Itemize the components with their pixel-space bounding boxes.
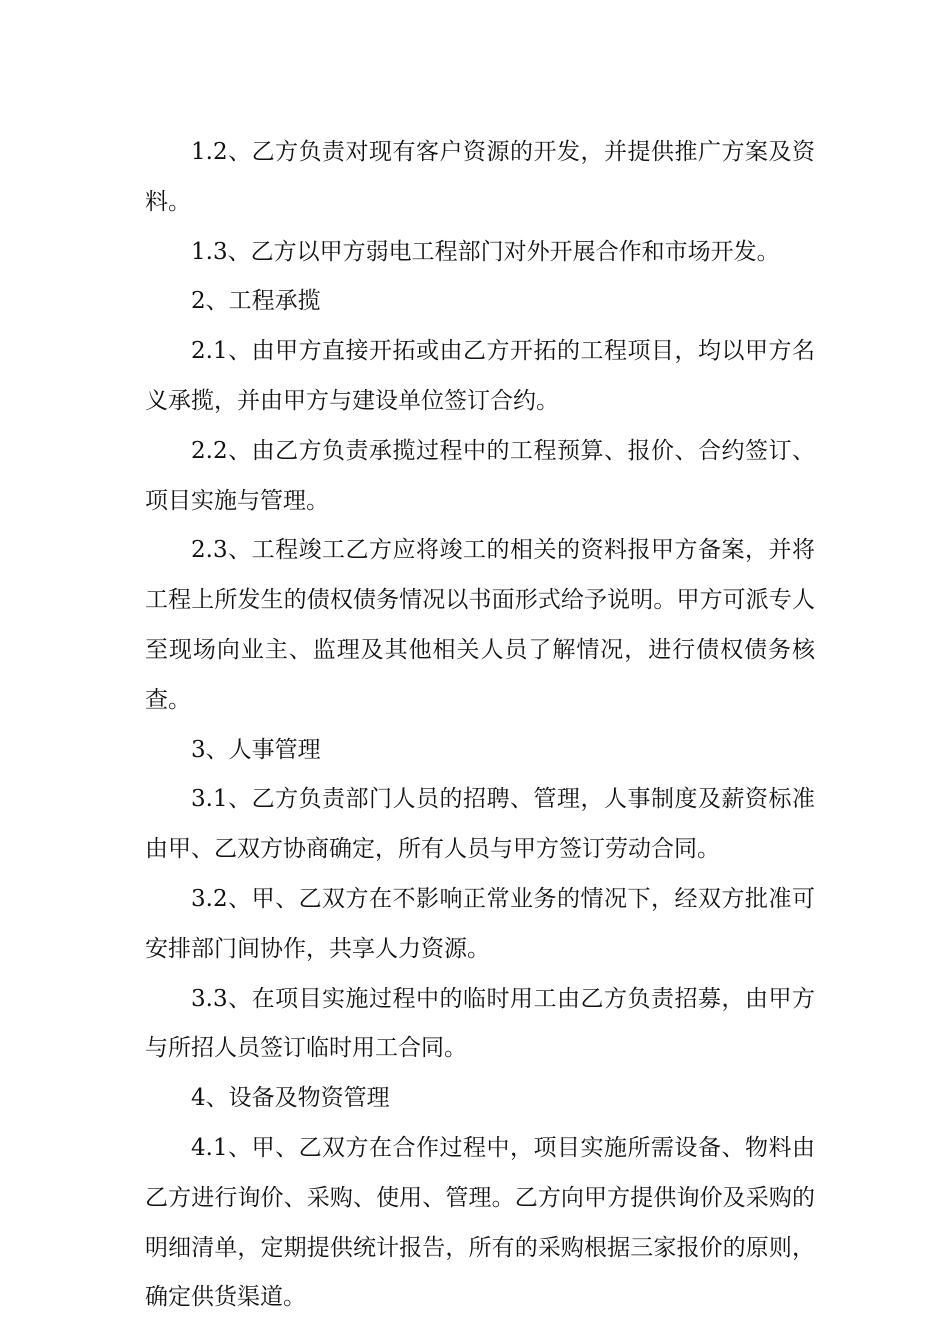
- paragraph-3-1: 3.1、乙方负责部门人员的招聘、管理，人事制度及薪资标准由甲、乙双方协商确定，所有人员与甲方签订劳动合同。: [145, 786, 815, 863]
- section-heading-4: 4、设备及物资管理: [191, 1085, 390, 1112]
- section-heading-3: 3、人事管理: [191, 736, 321, 763]
- paragraph-4-1: 4.1、甲、乙双方在合作过程中，项目实施所需设备、物料由乙方进行询价、采购、使用、管理。乙方向甲方提供询价及采购的明细清单，定期提供统计报告，所有的采购根据三家报价的原则，确定供货渠道。: [145, 1134, 815, 1311]
- paragraph-3-3: 3.3、在项目实施过程中的临时用工由乙方负责招募，由甲方与所招人员签订临时用工合同。: [145, 985, 815, 1062]
- document-body: [145, 128, 815, 1323]
- paragraph-1-3: 1.3、乙方以甲方弱电工程部门对外开展合作和市场开发。: [191, 238, 780, 265]
- paragraph-2-3: 2.3、工程竣工乙方应将竣工的相关的资料报甲方备案，并将工程上所发生的债权债务情况以书面形式给予说明。甲方可派专人至现场向业主、监理及其他相关人员了解情况，进行债权债务核查。: [145, 537, 815, 713]
- paragraph-2-2: 2.2、由乙方负责承揽过程中的工程预算、报价、合约签订、项目实施与管理。: [145, 437, 815, 514]
- paragraph-2-1: 2.1、由甲方直接开拓或由乙方开拓的工程项目，均以甲方名义承揽，并由甲方与建设单位签订合约。: [145, 338, 815, 414]
- paragraph-3-2: 3.2、甲、乙双方在不影响正常业务的情况下，经双方批准可安排部门间协作，共享人力资源。: [145, 885, 815, 962]
- section-heading-2: 2、工程承揽: [191, 288, 321, 315]
- paragraph-1-2: 1.2、乙方负责对现有客户资源的开发，并提供推广方案及资料。: [145, 139, 815, 215]
